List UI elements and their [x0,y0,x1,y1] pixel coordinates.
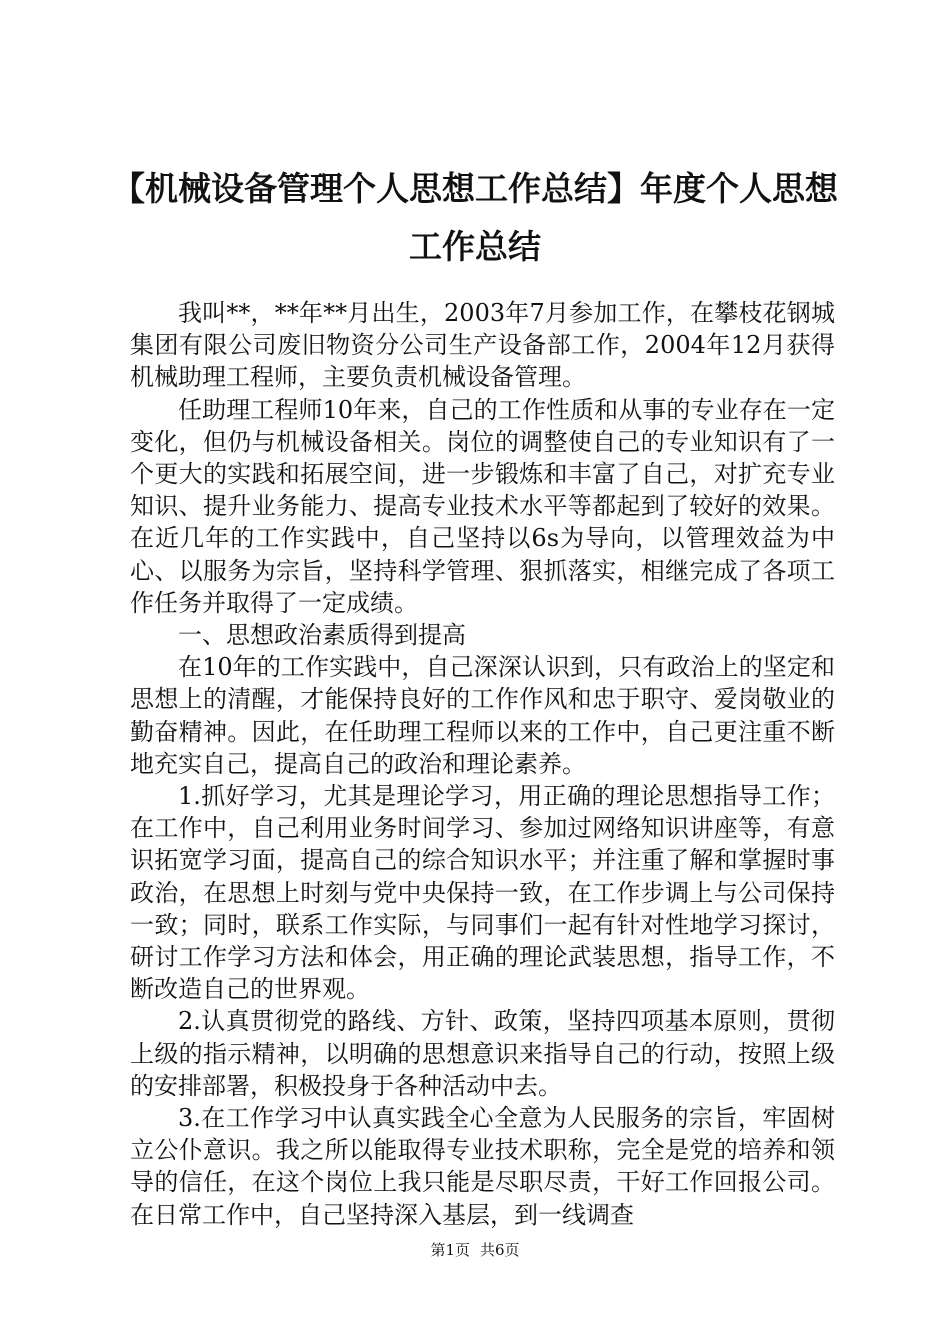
paragraph-political: 在10年的工作实践中，自己深深认识到，只有政治上的坚定和思想上的清醒，才能保持良好的工作作风和忠于职守、爱岗敬业的勤奋精神。因此，在任助理工程师以来的工作中，自己更注重不断地充实自己，提高自己的政治和理论素养。 [130,653,835,778]
paragraph-overview: 任助理工程师10年来，自己的工作性质和从事的专业存在一定变化，但仍与机械设备相关。岗位的调整使自己的专业知识有了一个更大的实践和拓展空间，进一步锻炼和丰富了自己，对扩充专业知识、提升业务能力、提高专业技术水平等都起到了较好的效果。在近几年的工作实践中，自己坚持以6s为导向，以管理效益为中心、以服务为宗旨，坚持科学管理、狠抓落实，相继完成了各项工作任务并取得了一定成绩。 [130,395,835,617]
section-heading: 一、思想政治素质得到提高 [178,621,466,650]
page-number: 第1页 [430,1241,470,1259]
page-total: 共6页 [480,1241,520,1259]
paragraph-item-3: 3.在工作学习中认真实践全心全意为人民服务的宗旨，牢固树立公仆意识。我之所以能取得专业技术职称，完全是党的培养和领导的信任，在这个岗位上我只能是尽职尽责，干好工作回报公司。在日常工作中，自己坚持深入基层，到一线调查 [130,1104,835,1229]
document-body [130,297,835,1231]
paragraph-intro: 我叫**，**年**月出生，2003年7月参加工作，在攀枝花钢城集团有限公司废旧物资分公司生产设备部工作，2004年12月获得机械助理工程师，主要负责机械设备管理。 [130,299,835,392]
page-footer [0,1240,950,1260]
paragraph-item-2: 2.认真贯彻党的路线、方针、政策，坚持四项基本原则，贯彻上级的指示精神，以明确的思想意识来指导自己的行动，按照上级的安排部署，积极投身于各种活动中去。 [130,1007,835,1100]
document-title: 【机械设备管理个人思想工作总结】年度个人思想工作总结 [112,169,838,266]
paragraph-item-1: 1.抓好学习，尤其是理论学习，用正确的理论思想指导工作；在工作中，自己利用业务时间学习、参加过网络知识讲座等，有意识拓宽学习面，提高自己的综合知识水平；并注重了解和掌握时事政治，在思想上时刻与党中央保持一致，在工作步调上与公司保持一致；同时，联系工作实际，与同事们一起有针对性地学习探讨，研讨工作学习方法和体会，用正确的理论武装思想，指导工作，不断改造自己的世界观。 [130,782,835,1004]
